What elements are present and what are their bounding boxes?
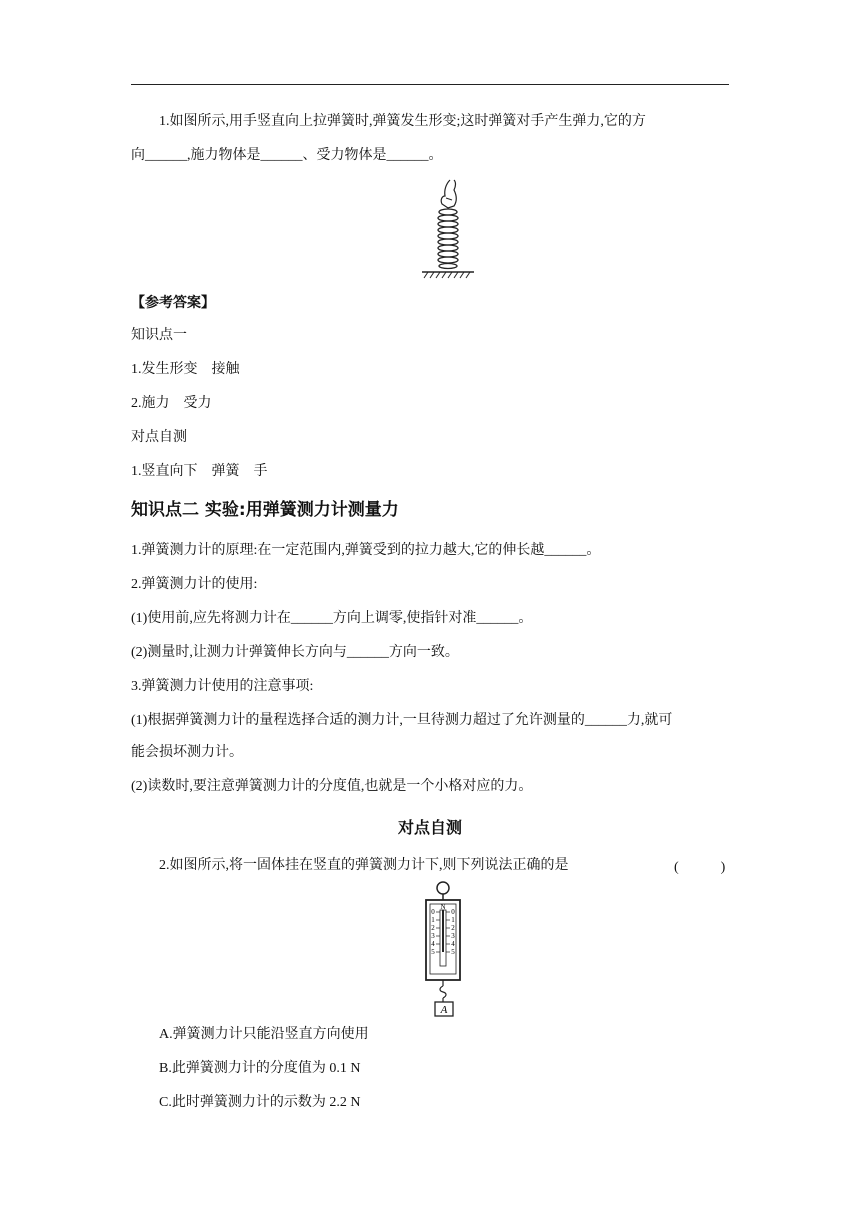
scale-unit-label: N <box>440 903 446 911</box>
option-a: A.弹簧测力计只能沿竖直方向使用 <box>159 1027 369 1042</box>
answer-self-test: 对点自测 <box>131 430 187 445</box>
answer-2: 2.施力 受力 <box>131 396 212 411</box>
scale-tick-label: 5 <box>451 948 455 956</box>
answer-heading: 【参考答案】 <box>131 296 215 311</box>
scale-tick-label: 4 <box>431 940 435 948</box>
section-2-p2: 2.弹簧测力计的使用: <box>131 577 258 592</box>
scale-tick-label: 0 <box>451 908 455 916</box>
scale-tick-label: 2 <box>451 924 455 932</box>
section-2-p7: (2)读数时,要注意弹簧测力计的分度值,也就是一个小格对应的力。 <box>131 779 533 794</box>
section-2-p6b: 能会损坏测力计。 <box>131 745 243 760</box>
header-rule <box>131 84 729 85</box>
scale-tick-label: 4 <box>451 940 455 948</box>
section-2-p3: (1)使用前,应先将测力计在______方向上调零,使指针对准______。 <box>131 611 533 626</box>
hand-spring-figure <box>418 176 478 280</box>
section-2-p6a: (1)根据弹簧测力计的量程选择合适的测力计,一旦待测力超过了允许测量的______力,就可 <box>131 713 673 728</box>
section-2-p1: 1.弹簧测力计的原理:在一定范围内,弹簧受到的拉力越大,它的伸长越______。 <box>131 543 601 558</box>
answer-1: 1.发生形变 接触 <box>131 362 240 377</box>
scale-tick-label: 5 <box>431 948 435 956</box>
scale-tick-label: 1 <box>451 916 455 924</box>
scale-tick-label: 2 <box>431 924 435 932</box>
question-1-line-2: 向______,施力物体是______、受力物体是______。 <box>131 148 443 163</box>
scale-tick-label: 3 <box>431 932 435 940</box>
option-c: C.此时弹簧测力计的示数为 2.2 N <box>159 1095 361 1110</box>
answer-3: 1.竖直向下 弹簧 手 <box>131 464 268 479</box>
answer-section: 知识点一 <box>131 328 187 343</box>
scale-tick-label: 1 <box>431 916 435 924</box>
scale-tick-label: 0 <box>431 908 435 916</box>
answer-bracket: ( ) <box>674 860 726 875</box>
question-1-line-1: 1.如图所示,用手竖直向上拉弹簧时,弹簧发生形变;这时弹簧对手产生弹力,它的方 <box>159 114 646 129</box>
section-2-p5: 3.弹簧测力计使用的注意事项: <box>131 679 314 694</box>
section-2-p4: (2)测量时,让测力计弹簧伸长方向与______方向一致。 <box>131 645 459 660</box>
block-label: A <box>440 1004 448 1016</box>
option-b: B.此弹簧测力计的分度值为 0.1 N <box>159 1061 361 1076</box>
question-2: 2.如图所示,将一固体挂在竖直的弹簧测力计下,则下列说法正确的是 <box>159 858 569 873</box>
section-2-title: 知识点二 实验:用弹簧测力计测量力 <box>131 500 399 520</box>
scale-tick-label: 3 <box>451 932 455 940</box>
spring-scale-figure <box>410 880 466 1018</box>
self-test-title: 对点自测 <box>397 818 462 837</box>
